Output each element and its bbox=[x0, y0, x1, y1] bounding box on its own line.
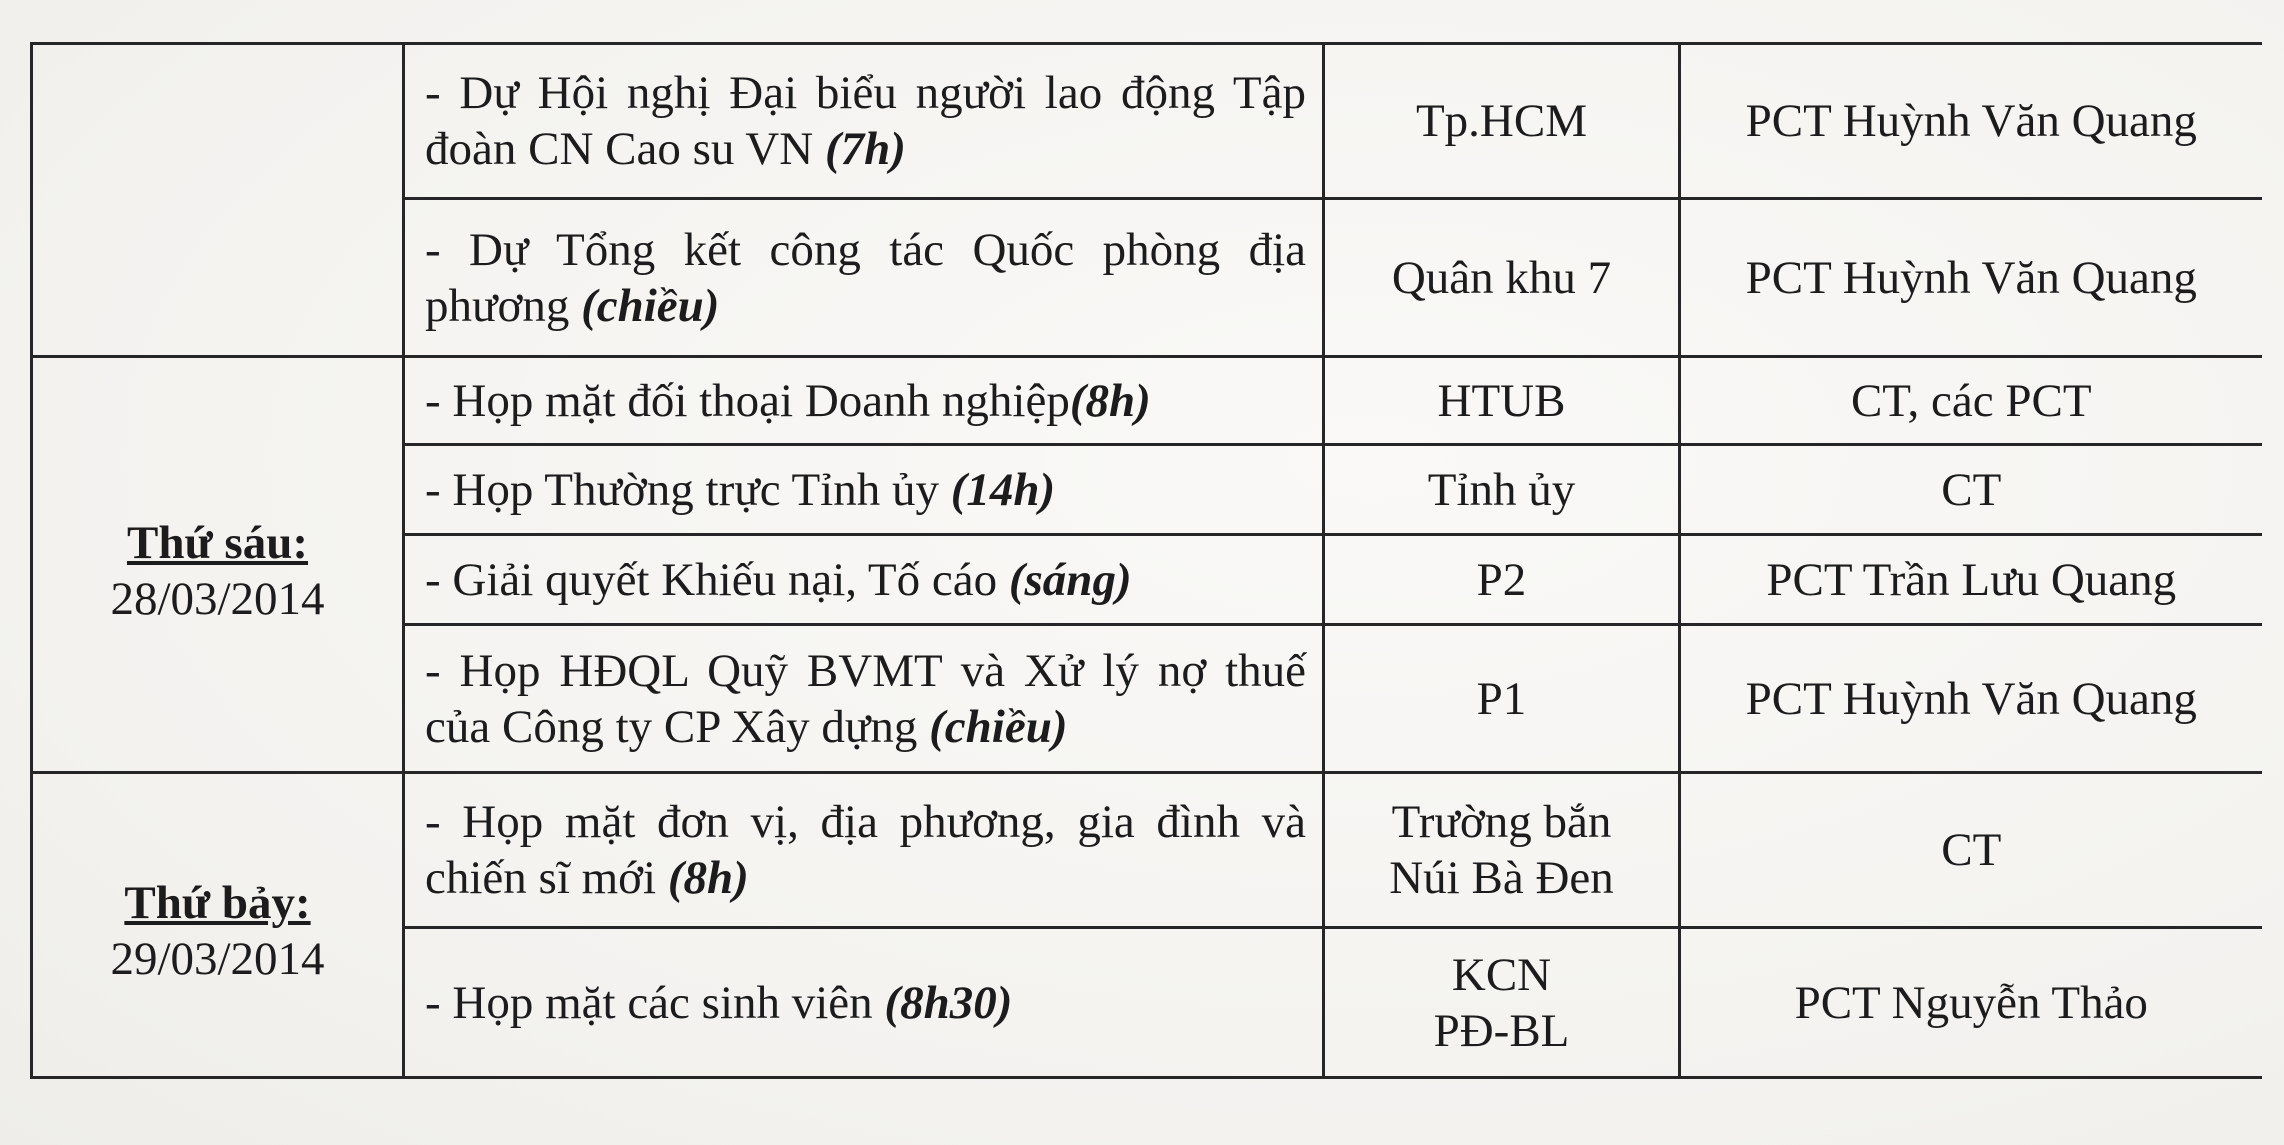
schedule-table bbox=[30, 42, 2262, 1079]
place-cell: Quân khu 7 bbox=[1324, 199, 1680, 357]
place-cell: P1 bbox=[1324, 625, 1680, 773]
task-cell bbox=[404, 357, 1324, 445]
place-cell: Tỉnh ủy bbox=[1324, 445, 1680, 535]
task-cell bbox=[404, 199, 1324, 357]
person-cell: PCT Trần Lưu Quang bbox=[1680, 535, 2262, 625]
day-cell bbox=[32, 357, 404, 773]
task-cell bbox=[404, 445, 1324, 535]
person-cell: CT bbox=[1680, 773, 2262, 928]
place-cell bbox=[1324, 928, 1680, 1078]
table-row bbox=[32, 773, 2262, 928]
place-cell: Tp.HCM bbox=[1324, 44, 1680, 199]
task-time: (8h) bbox=[1069, 374, 1151, 427]
person-cell: CT bbox=[1680, 445, 2262, 535]
task-text: - Dự Tổng kết công tác Quốc phòng địa phương bbox=[425, 223, 1306, 332]
task-time: (8h30) bbox=[884, 976, 1013, 1029]
task-time: (8h) bbox=[667, 852, 749, 904]
person-cell: PCT Huỳnh Văn Quang bbox=[1680, 199, 2262, 357]
task-cell bbox=[404, 625, 1324, 773]
task-text: - Họp Thường trực Tỉnh ủy bbox=[425, 463, 951, 516]
day-cell bbox=[32, 773, 404, 1078]
place-cell: HTUB bbox=[1324, 357, 1680, 445]
place-line: PĐ-BL bbox=[1433, 1004, 1570, 1057]
task-cell bbox=[404, 773, 1324, 928]
task-time: (chiều) bbox=[929, 700, 1068, 753]
day-name: Thứ bảy: bbox=[124, 877, 311, 929]
task-text: - Họp HĐQL Quỹ BVMT và Xử lý nợ thuế của Công ty CP Xây dựng bbox=[425, 644, 1306, 753]
task-text: - Họp mặt đối thoại Doanh nghiệp bbox=[425, 374, 1070, 427]
person-cell: PCT Nguyễn Thảo bbox=[1680, 928, 2262, 1078]
task-cell bbox=[404, 44, 1324, 199]
day-date: 28/03/2014 bbox=[110, 572, 325, 625]
table-row bbox=[32, 357, 2262, 445]
person-cell: PCT Huỳnh Văn Quang bbox=[1680, 44, 2262, 199]
day-cell bbox=[32, 44, 404, 357]
day-name: Thứ sáu: bbox=[126, 516, 309, 569]
place-line: KCN bbox=[1451, 948, 1552, 1001]
task-time: (chiều) bbox=[581, 279, 720, 332]
day-date: 29/03/2014 bbox=[110, 933, 325, 985]
task-cell bbox=[404, 535, 1324, 625]
task-text: - Họp mặt các sinh viên bbox=[425, 976, 885, 1029]
task-time: (7h) bbox=[824, 123, 906, 175]
task-time: (sáng) bbox=[1008, 553, 1132, 606]
place-line: Trường bắn bbox=[1391, 796, 1612, 848]
person-cell: CT, các PCT bbox=[1680, 357, 2262, 445]
task-time: (14h) bbox=[950, 463, 1056, 516]
place-cell bbox=[1324, 773, 1680, 928]
task-cell bbox=[404, 928, 1324, 1078]
place-line: Núi Bà Đen bbox=[1389, 852, 1614, 904]
place-cell: P2 bbox=[1324, 535, 1680, 625]
task-text: - Họp mặt đơn vị, địa phương, gia đình và chiến sĩ mới bbox=[425, 796, 1306, 904]
task-text: - Dự Hội nghị Đại biểu người lao động Tập đoàn CN Cao su VN bbox=[425, 67, 1306, 175]
person-cell: PCT Huỳnh Văn Quang bbox=[1680, 625, 2262, 773]
table-row bbox=[32, 44, 2262, 199]
task-text: - Giải quyết Khiếu nại, Tố cáo bbox=[425, 553, 1009, 606]
